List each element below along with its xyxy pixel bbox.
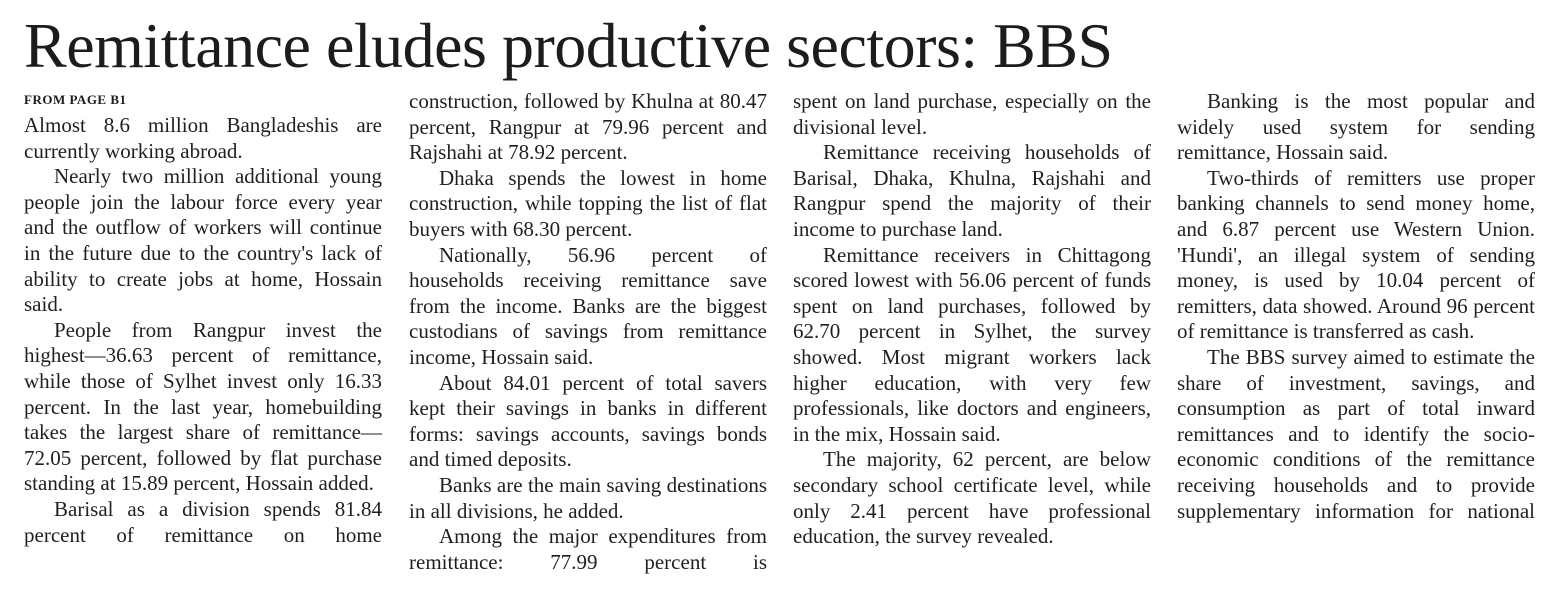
paragraph: People from Rangpur invest the highest—36.63 percent of remittance, while those of Sylhet invest only 16.33 percent. In the last year, homebuilding takes the largest share of remittance—72.05 percent, followed by flat purchase standing at 15.89 percent, Hossain added. bbox=[24, 317, 382, 496]
article-column-4 bbox=[1177, 89, 1535, 524]
paragraph: The majority, 62 percent, are below secondary school certificate level, while only 2.41 percent have professional education, the survey revealed. bbox=[793, 447, 1151, 549]
paragraph: Dhaka spends the lowest in home construction, while topping the list of flat buyers with 68.30 percent. bbox=[409, 165, 767, 241]
paragraph: spent on land purchase, especially on the divisional level. bbox=[793, 89, 1151, 139]
paragraph: Barisal as a division spends 81.84 percent of remittance on home bbox=[24, 496, 382, 547]
paragraph: The BBS survey aimed to estimate the share of investment, savings, and consumption as part of total inward remittances and to identify the socio-economic conditions of the remittance receiving households and to provide supplementary information for national bbox=[1177, 344, 1535, 523]
paragraph: Nationally, 56.96 percent of households receiving remittance save from the income. Banks are the biggest custodians of savings from remittance income, Hossain said. bbox=[409, 242, 767, 369]
headline: Remittance eludes productive sectors: BBS bbox=[24, 10, 1113, 81]
continuation-label: FROM PAGE B1 bbox=[24, 92, 127, 107]
paragraph: Remittance receiving households of Barisal, Dhaka, Khulna, Rajshahi and Rangpur spend the majority of their income to purchase land. bbox=[793, 140, 1151, 241]
paragraph: About 84.01 percent of total savers kept their savings in banks in different forms: savings accounts, savings bonds and timed deposits. bbox=[409, 370, 767, 472]
paragraph: Remittance receivers in Chittagong scored lowest with 56.06 percent of funds spent on land purchases, followed by 62.70 percent in Sylhet, the survey showed. Most migrant workers lack higher education, with very few professionals, like doctors and engineers, in the mix, Hossain said. bbox=[793, 242, 1151, 446]
paragraph: Among the major expenditures from remittance: 77.99 percent is bbox=[409, 524, 767, 574]
paragraph: Nearly two million additional young people join the labour force every year and the outflow of workers will continue in the future due to the country's lack of ability to create jobs at home, Hossain said. bbox=[24, 164, 382, 317]
article-column-2 bbox=[409, 89, 767, 575]
paragraph: Two-thirds of remitters use proper banking channels to send money home, and 6.87 percent use Western Union. 'Hundi', an illegal system of sending money, is used by 10.04 percent of remitters, data showed. Around 96 percent of remittance is transferred as cash. bbox=[1177, 165, 1535, 344]
article-column-3 bbox=[793, 89, 1151, 550]
paragraph: Almost 8.6 million Bangladeshis are currently working abroad. bbox=[24, 113, 382, 163]
paragraph: construction, followed by Khulna at 80.47 percent, Rangpur at 79.96 percent and Rajshahi at 78.92 percent. bbox=[409, 89, 767, 165]
article-column-1 bbox=[24, 113, 382, 548]
paragraph: Banks are the main saving destinations in all divisions, he added. bbox=[409, 472, 767, 523]
paragraph: Banking is the most popular and widely used system for sending remittance, Hossain said. bbox=[1177, 89, 1535, 165]
